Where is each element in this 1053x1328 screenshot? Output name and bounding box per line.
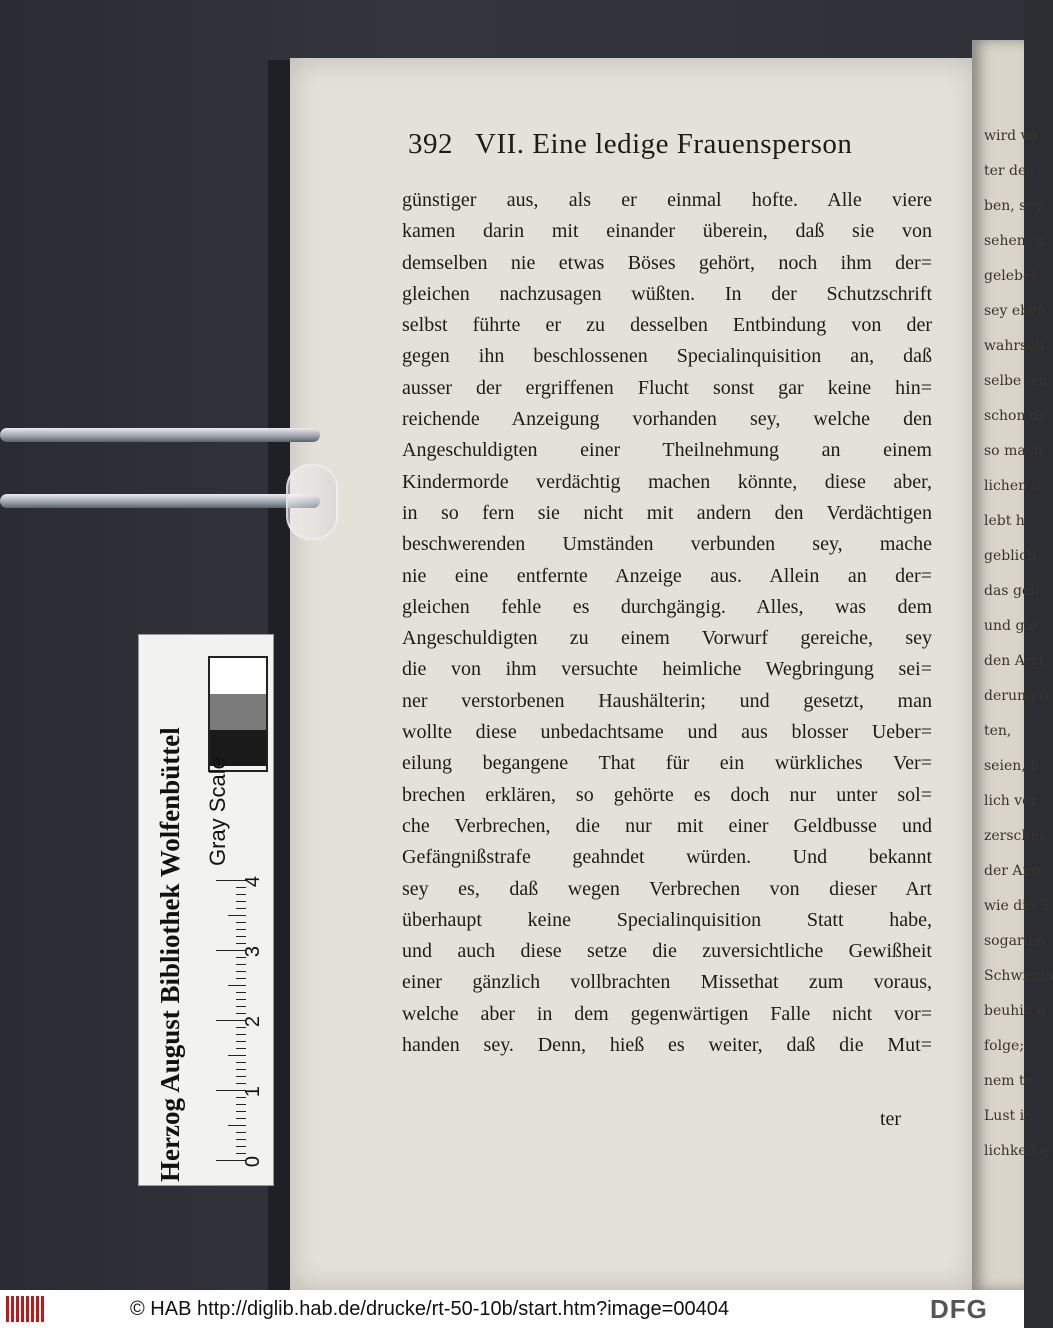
hab-logo-icon [6, 1296, 46, 1322]
gray-swatch-mid [210, 694, 266, 730]
ruler-number: 2 [242, 1015, 265, 1028]
source-url[interactable]: © HAB http://diglib.hab.de/drucke/rt-50-10b/start.htm?image=00404 [130, 1298, 729, 1320]
facing-page-fragment: Lust in [984, 1108, 1034, 1124]
ruler-tick [236, 901, 246, 902]
facing-page-fragment: lichen S [984, 478, 1042, 494]
facing-page-fragment: so mach [984, 443, 1043, 459]
ruler-tick [236, 936, 246, 937]
text-line: brechen erklären, so gehörte es doch nur unter sol= [402, 783, 932, 806]
facing-page-fragment: gelebet, [984, 268, 1042, 284]
facing-page-fragment: folge; [984, 1038, 1025, 1054]
text-line: ner verstorbenen Haushälterin; und gesetzt, man [402, 689, 932, 712]
ruler-tick [236, 922, 246, 923]
ruler-tick [228, 1125, 246, 1126]
text-line: gleichen nachzusagen wüßten. In der Schutzschrift [402, 282, 932, 305]
ruler-tick [236, 1118, 246, 1119]
ruler-tick [236, 1104, 246, 1105]
ruler-tick [236, 1006, 246, 1007]
text-line: kamen darin mit einander überein, daß sie von [402, 220, 932, 243]
facing-page-fragment: und gle [984, 618, 1038, 634]
facing-page-fragment: den Arzt [984, 653, 1045, 669]
page-number: 392 [408, 128, 453, 160]
facing-page [972, 40, 1053, 1290]
facing-page-fragment: wird vo [984, 128, 1037, 144]
text-line: eilung begangene That für ein würkliches Ver= [402, 752, 932, 775]
ruler-tick [236, 1139, 246, 1140]
text-line: gegen ihn beschlossenen Specialinquisition an, daß [402, 345, 932, 368]
ruler-tick [236, 1062, 246, 1063]
ruler-tick [236, 964, 246, 965]
text-line: einer gänzlich vollbrachten Missethat zum voraus, [402, 971, 932, 994]
running-header [408, 128, 852, 161]
ruler-tick [236, 971, 246, 972]
facing-page-fragment: ter des [984, 163, 1034, 179]
ruler-tick [236, 978, 246, 979]
ruler-tick [236, 1034, 246, 1035]
facing-page-fragment: derung d [984, 688, 1049, 704]
facing-page-fragment: wahrsch [984, 338, 1045, 354]
ruler-tick [236, 1097, 246, 1098]
ruler-tick [236, 957, 246, 958]
ruler-tick [236, 1013, 246, 1014]
ruler-tick [228, 915, 246, 916]
institution-label: Herzog August Bibliothek Wolfenbüttel [155, 727, 185, 1182]
text-line: ausser der ergriffenen Flucht sonst gar keine hin= [402, 376, 932, 399]
ruler-tick [236, 992, 246, 993]
facing-page-fragment: das geb [984, 583, 1040, 599]
facing-page-fragment: nem to [984, 1073, 1034, 1089]
text-line: günstiger aus, als er einmal hofte. Alle viere [402, 189, 932, 211]
text-line: Angeschuldigten einer Theilnehmung an einem [402, 439, 932, 462]
facing-page-fragment: ben, sey [984, 198, 1043, 214]
facing-page-fragment: sey eben [984, 303, 1047, 319]
text-line: wollte diese unbedachtsame und aus blosser Ueber= [402, 721, 932, 744]
text-line: welche aber in dem gegenwärtigen Falle nicht vor= [402, 1002, 932, 1025]
ruler-tick [236, 1069, 246, 1070]
facing-page-fragment: schon de [984, 408, 1048, 424]
header-title: VII. Eine ledige Frauensperson [475, 128, 853, 160]
facing-page-fragment: selbe ein [984, 373, 1048, 389]
facing-page-fragment: lebt h [984, 513, 1025, 529]
ruler-number: 0 [242, 1155, 265, 1168]
clip-arm-lower [0, 494, 320, 508]
ruler-tick [236, 929, 246, 930]
ruler-number: 1 [242, 1085, 265, 1098]
text-line: Gefängnißstrafe geahndet würden. Und bekannt [402, 846, 932, 869]
text-line: beschwerenden Umständen verbunden sey, mache [402, 533, 932, 556]
clip-arm-upper [0, 428, 320, 442]
text-line: selbst führte er zu desselben Entbindung von der [402, 314, 932, 337]
text-line: die von ihm versuchte heimliche Wegbringung sei= [402, 658, 932, 681]
facing-page-fragment: sogar no [984, 933, 1046, 949]
clip-end [286, 464, 338, 540]
text-line: demselben nie etwas Böses gehört, noch ihm der= [402, 251, 932, 274]
text-line: handen sey. Denn, hieß es weiter, daß die Mut= [402, 1034, 932, 1057]
catchword: ter [880, 1108, 902, 1130]
text-line: in so fern sie nicht mit andern den Verdächtigen [402, 501, 932, 524]
ruler-tick [236, 1048, 246, 1049]
ruler-tick [236, 908, 246, 909]
text-line: che Verbrechen, die nur mit einer Geldbusse und [402, 814, 932, 837]
page-clip [0, 398, 334, 538]
ruler-tick [236, 1027, 246, 1028]
facing-page-fragment: zerschni [984, 828, 1044, 844]
text-line: überhaupt keine Specialinquisition Statt habe, [402, 908, 932, 931]
facing-page-fragment: der Ang [984, 863, 1041, 879]
text-line: nie eine entfernte Anzeige aus. Allein an der= [402, 564, 932, 587]
facing-page-fragment: wie die S [984, 898, 1049, 914]
ruler-tick [236, 1132, 246, 1133]
gray-swatch-white [210, 658, 266, 694]
ruler-tick [236, 887, 246, 888]
ruler-number: 3 [242, 945, 265, 958]
ruler-tick [236, 1153, 246, 1154]
facing-page-fragment: beuhig o [984, 1003, 1046, 1019]
text-line: Kindermorde verdächtig machen könnte, diese aber, [402, 470, 932, 493]
ruler-tick [236, 1041, 246, 1042]
ruler-tick [228, 1055, 246, 1056]
text-line: Angeschuldigten zu einem Vorwurf gereiche, sey [402, 627, 932, 650]
text-line: und auch diese setze die zuversichtliche Gewißheit [402, 940, 932, 963]
ruler-number: 4 [242, 875, 265, 888]
ruler-tick [228, 985, 246, 986]
text-line: gleichen fehle es durchgängig. Alles, was dem [402, 595, 932, 618]
facing-page-fragment: seien, b [984, 758, 1040, 774]
ruler-tick [236, 1146, 246, 1147]
facing-page-fragment: lich ver [984, 793, 1038, 809]
ruler-tick [236, 943, 246, 944]
dfg-logo: DFG [930, 1294, 988, 1324]
gray-scale-label: Gray Scale [205, 757, 230, 866]
text-line: reichende Anzeigung vorhanden sey, welche den [402, 408, 932, 431]
facing-page-fragment: Schwimm [984, 968, 1053, 984]
facing-page-fragment: geblich [984, 548, 1037, 564]
page-text [402, 185, 932, 1061]
ruler-tick [236, 894, 246, 895]
ruler-tick [236, 1076, 246, 1077]
facing-page-fragment: lichkeit g [984, 1143, 1051, 1159]
ruler-tick [236, 1111, 246, 1112]
facing-page-fragment: sehen, u [984, 233, 1044, 249]
text-line: sey es, daß wegen Verbrechen von dieser Art [402, 877, 932, 900]
facing-page-fragment: ten, [984, 723, 1012, 739]
ruler-tick [236, 999, 246, 1000]
ruler-tick [236, 1083, 246, 1084]
